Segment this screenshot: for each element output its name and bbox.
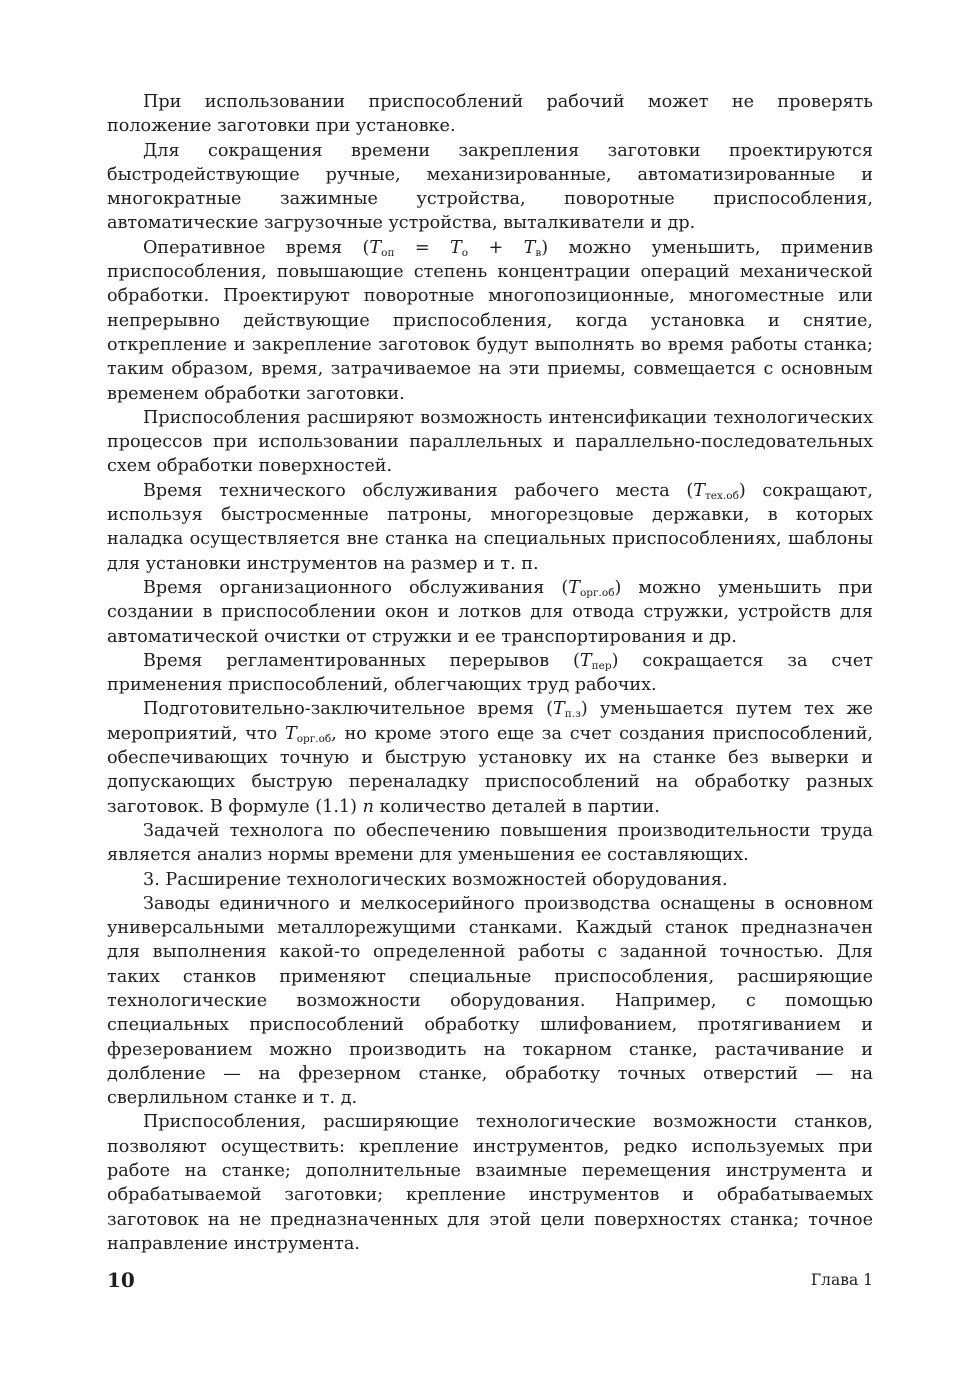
formula-variable: n	[362, 796, 374, 817]
paragraph	[107, 576, 873, 649]
paragraph	[107, 1110, 873, 1256]
paragraph-text: Для сокращения времени закрепления заготовки проектируются быстродействующие ручные, механизированные, автоматизированные и многократные зажимные устройства, поворотные приспособления, автоматические загрузочные устройства, выталкиватели и др.	[107, 140, 873, 234]
formula-variable: T	[553, 699, 565, 720]
formula-variable: T	[523, 237, 536, 258]
formula-variable: T	[568, 577, 580, 598]
formula-subscript: тех.об	[704, 489, 739, 502]
paragraph	[107, 892, 873, 1111]
paragraph	[107, 139, 873, 236]
paragraph-text: Время организационного обслуживания (	[143, 577, 569, 598]
paragraph-text: ) уменьшается путем тех же мероприятий, что	[107, 699, 873, 744]
paragraph-text: ) сокращается за счет применения приспособлений, облегчающих труд рабочих.	[107, 650, 874, 696]
paragraph-text: количество деталей в партии.	[373, 796, 660, 817]
formula-subscript: орг.об	[579, 586, 615, 599]
paragraph-text: ) можно уменьшить при создании в приспособлении окон и лотков для отвода стружки, устройств для автоматической очистки от стружки и ее транспортирования и др.	[107, 577, 873, 647]
formula-subscript: пер	[591, 659, 612, 672]
paragraph	[107, 819, 873, 868]
paragraph-text: Приспособления, расширяющие технологические возможности станков, позволяют осуществить: крепление инструментов, редко используемых при работе на станке; дополнительные взаимные перемещения инструмента и обрабатываемой заготовки; крепление инструментов и обрабатываемых заготовок на не предназначенных для этой цели поверхностях станка; точное направление инструмента.	[107, 1112, 873, 1254]
paragraph	[107, 479, 873, 576]
paragraph-text: Подготовительно-заключительное время (	[143, 699, 553, 720]
formula-subscript: в	[535, 246, 542, 259]
paragraph-text: 3. Расширение технологических возможностей оборудования.	[143, 869, 728, 890]
paragraph-text: +	[468, 237, 524, 258]
paragraph-text: Время регламентированных перерывов (	[143, 650, 580, 671]
paragraph	[107, 697, 873, 818]
page-body	[107, 90, 873, 1256]
paragraph-text: Время технического обслуживания рабочего места (	[143, 480, 694, 501]
paragraph-text: , но кроме этого еще за счет создания приспособлений, обеспечивающих точную и быструю установку их на станке без выверки и допускающих быструю переналадку приспособлений на обработку разных заготовок. В формуле (1.1)	[107, 723, 874, 817]
paragraph	[107, 406, 873, 479]
formula-variable: T	[579, 650, 592, 671]
paragraph-text: ) сокращают, используя быстросменные патроны, многорезцовые державки, в которых наладка осуществляется вне станка на специальных приспособлениях, шаблоны для установки инструментов на размер и т. п.	[107, 480, 874, 574]
formula-subscript: орг.об	[296, 732, 332, 745]
formula-variable: T	[284, 723, 297, 744]
paragraph-text: ) можно уменьшить, применив приспособления, повышающие степень концентрации операций механической обработки. Проектируют поворотные многопозиционные, многоместные или непрерывно действующие приспособления, когда установка и снятие, открепление и закрепление заготовок будут выполнять во время работы станка; таким образом, время, затрачиваемое на эти приемы, совмещается с основным временем обработки заготовки.	[107, 237, 873, 404]
paragraph-text: =	[394, 237, 450, 258]
paragraph	[107, 649, 873, 698]
chapter-label: Глава 1	[810, 1271, 873, 1289]
formula-subscript: п.з	[564, 708, 581, 721]
formula-subscript: о	[461, 246, 469, 259]
paragraph-text: При использовании приспособлений рабочий может не проверять положение заготовки при установке.	[107, 92, 873, 137]
page-footer	[107, 1268, 873, 1292]
formula-variable: T	[693, 480, 705, 501]
paragraph	[107, 236, 873, 406]
page-number: 10	[107, 1268, 135, 1292]
paragraph	[107, 868, 873, 892]
formula-subscript: оп	[381, 246, 395, 259]
formula-variable: T	[369, 237, 382, 258]
paragraph-text: Задачей технолога по обеспечению повышения производительности труда является анализ нормы времени для уменьшения ее составляющих.	[107, 820, 873, 866]
formula-variable: T	[450, 237, 462, 258]
paragraph-text: Заводы единичного и мелкосерийного производства оснащены в основном универсальными металлорежущими станками. Каждый станок предназначен для выполнения какой-то определенной работы с заданной точностью. Для таких станков применяют специальные приспособления, расширяющие технологические возможности оборудования. Например, с помощью специальных приспособлений обработку шлифованием, протягиванием и фрезерованием можно производить на токарном станке, растачивание и долбление — на фрезерном станке, обработку точных отверстий — на сверлильном станке и т. д.	[107, 893, 873, 1109]
paragraph-text: Приспособления расширяют возможность интенсификации технологических процессов при использовании параллельных и параллельно-последовательных схем обработки поверхностей.	[107, 407, 873, 477]
paragraph-text: Оперативное время (	[143, 237, 370, 258]
paragraph	[107, 90, 873, 139]
